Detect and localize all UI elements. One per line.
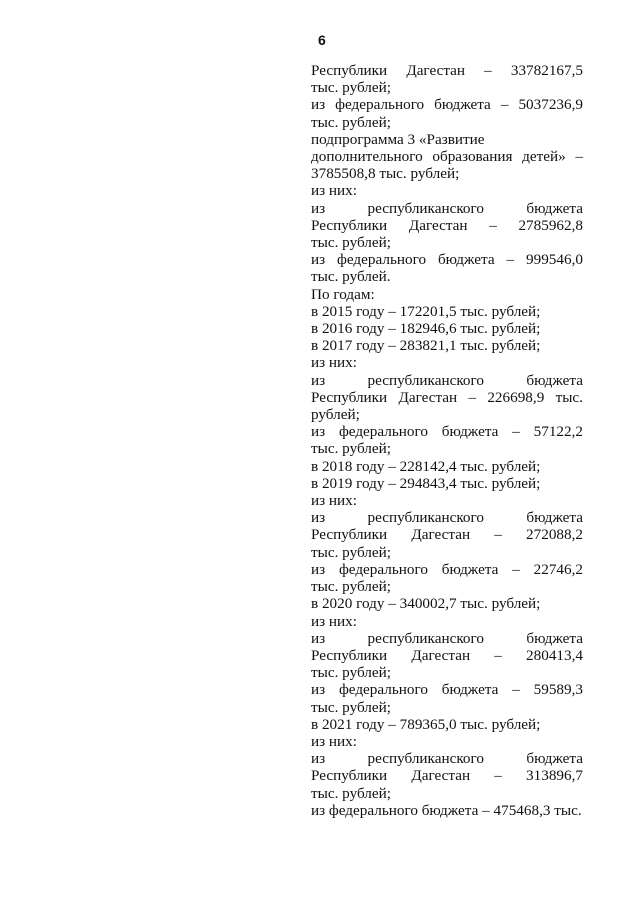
text-word: в 2017 году – 283821,1 тыс. рублей; bbox=[311, 337, 541, 355]
text-word: Республики bbox=[311, 767, 388, 785]
text-word: Дагестан bbox=[411, 526, 471, 544]
text-word: бюджета bbox=[441, 560, 499, 578]
text-line bbox=[311, 630, 583, 647]
text-line bbox=[311, 647, 583, 664]
text-word: тыс. рублей; bbox=[311, 784, 391, 802]
text-line bbox=[311, 492, 583, 509]
text-word: федерального bbox=[338, 560, 428, 578]
text-line bbox=[311, 733, 583, 750]
text-word: бюджета bbox=[441, 681, 499, 699]
document-text-column bbox=[311, 62, 583, 819]
text-word: из bbox=[311, 509, 326, 527]
text-word: – bbox=[506, 251, 515, 269]
text-word: 226698,9 bbox=[487, 388, 545, 406]
text-word: 33782167,5 bbox=[510, 62, 583, 79]
text-line bbox=[311, 372, 583, 389]
text-line bbox=[311, 423, 583, 440]
text-word: из bbox=[311, 251, 326, 269]
text-word: из bbox=[311, 681, 326, 699]
text-word: в 2016 году – 182946,6 тыс. рублей; bbox=[311, 320, 541, 338]
text-line bbox=[311, 750, 583, 767]
text-word: – bbox=[512, 681, 520, 699]
text-word: бюджета bbox=[526, 199, 583, 217]
text-line bbox=[311, 578, 583, 595]
text-line bbox=[311, 509, 583, 526]
text-line bbox=[311, 96, 583, 113]
text-word: бюджета bbox=[526, 629, 583, 647]
text-line bbox=[311, 286, 583, 303]
text-word: Дагестан bbox=[411, 646, 471, 664]
text-word: из bbox=[311, 423, 326, 441]
text-word: 5037236,9 bbox=[518, 96, 583, 114]
text-word: 2785962,8 bbox=[518, 216, 583, 234]
text-word: бюджета bbox=[441, 423, 499, 441]
text-word: федерального bbox=[335, 96, 425, 114]
text-word: По годам: bbox=[311, 285, 375, 303]
text-word: федерального bbox=[338, 681, 428, 699]
text-line bbox=[311, 406, 583, 423]
text-word: – bbox=[468, 388, 477, 406]
text-word: республиканского bbox=[367, 629, 484, 647]
text-word: тыс. рублей; bbox=[311, 440, 391, 458]
text-line bbox=[311, 251, 583, 268]
text-line bbox=[311, 320, 583, 337]
text-line bbox=[311, 664, 583, 681]
text-line bbox=[311, 475, 583, 492]
text-line bbox=[311, 802, 583, 819]
text-word: Дагестан bbox=[411, 767, 471, 785]
text-line bbox=[311, 131, 583, 148]
text-word: 272088,2 bbox=[526, 526, 583, 544]
text-line bbox=[311, 458, 583, 475]
text-word: – bbox=[500, 96, 509, 114]
text-line bbox=[311, 440, 583, 457]
text-word: Дагестан bbox=[408, 216, 468, 234]
text-word: – bbox=[494, 646, 502, 664]
text-word: в 2018 году – 228142,4 тыс. рублей; bbox=[311, 457, 541, 475]
text-line bbox=[311, 561, 583, 578]
text-word: образования bbox=[432, 148, 513, 166]
text-line bbox=[311, 182, 583, 199]
text-line bbox=[311, 716, 583, 733]
text-word: 313896,7 bbox=[526, 767, 583, 785]
text-line bbox=[311, 595, 583, 612]
text-word: детей» bbox=[522, 148, 566, 166]
text-word: из них: bbox=[311, 732, 357, 750]
page-number: 6 bbox=[318, 32, 326, 48]
text-word: республиканского bbox=[367, 750, 484, 768]
text-word: федерального bbox=[337, 251, 427, 269]
text-word: – bbox=[494, 767, 502, 785]
text-word: в 2019 году – 294843,4 тыс. рублей; bbox=[311, 474, 541, 492]
text-line bbox=[311, 114, 583, 131]
text-line bbox=[311, 337, 583, 354]
text-line bbox=[311, 200, 583, 217]
text-word: бюджета bbox=[437, 251, 495, 269]
text-word: республиканского bbox=[367, 509, 484, 527]
text-line bbox=[311, 148, 583, 165]
text-word: тыс. bbox=[555, 388, 583, 406]
text-word: из них: bbox=[311, 354, 357, 372]
text-line bbox=[311, 234, 583, 251]
text-line bbox=[311, 62, 583, 79]
text-word: – bbox=[494, 526, 502, 544]
text-word: бюджета bbox=[526, 509, 583, 527]
text-word: из bbox=[311, 629, 326, 647]
text-word: республиканского bbox=[367, 199, 484, 217]
text-line bbox=[311, 165, 583, 182]
text-word: Республики bbox=[311, 646, 388, 664]
text-line bbox=[311, 681, 583, 698]
text-line bbox=[311, 268, 583, 285]
text-word: Республики bbox=[311, 526, 388, 544]
text-line bbox=[311, 354, 583, 371]
text-line bbox=[311, 303, 583, 320]
text-word: тыс. рублей; bbox=[311, 578, 391, 596]
text-line bbox=[311, 699, 583, 716]
text-word: 59589,3 bbox=[533, 681, 583, 699]
text-word: 999546,0 bbox=[526, 251, 583, 269]
text-word: тыс. рублей; bbox=[311, 234, 391, 252]
text-word: – bbox=[489, 216, 497, 234]
text-word: дополнительного bbox=[311, 148, 423, 166]
text-word: бюджета bbox=[434, 96, 491, 114]
text-word: 57122,2 bbox=[533, 423, 583, 441]
text-line bbox=[311, 217, 583, 234]
text-word: из них: bbox=[311, 182, 357, 200]
text-line bbox=[311, 79, 583, 96]
text-word: тыс. рублей; bbox=[311, 664, 391, 682]
text-word: подпрограмма 3 «Развитие bbox=[311, 130, 485, 148]
text-line bbox=[311, 767, 583, 784]
text-word: в 2020 году – 340002,7 тыс. рублей; bbox=[311, 595, 541, 613]
text-word: тыс. рублей; bbox=[311, 698, 391, 716]
text-word: бюджета bbox=[526, 371, 583, 389]
text-word: 22746,2 bbox=[533, 560, 583, 578]
text-word: – bbox=[512, 560, 520, 578]
text-word: Республики bbox=[311, 388, 388, 406]
text-word: бюджета bbox=[526, 750, 583, 768]
text-word: тыс. рублей; bbox=[311, 543, 391, 561]
text-word: из bbox=[311, 96, 326, 114]
text-word: тыс. рублей; bbox=[311, 79, 391, 97]
text-word: из них: bbox=[311, 492, 357, 510]
text-line bbox=[311, 785, 583, 802]
text-word: Дагестан bbox=[406, 62, 466, 79]
text-word: из bbox=[311, 560, 326, 578]
text-line bbox=[311, 613, 583, 630]
text-line bbox=[311, 389, 583, 406]
text-word: республиканского bbox=[367, 371, 484, 389]
text-word: Дагестан bbox=[398, 388, 458, 406]
text-word: 280413,4 bbox=[526, 646, 583, 664]
text-word: из bbox=[311, 750, 326, 768]
text-word: федерального bbox=[338, 423, 428, 441]
text-word: – bbox=[512, 423, 520, 441]
text-word: тыс. рублей; bbox=[311, 113, 391, 131]
text-word: из bbox=[311, 199, 326, 217]
text-word: – bbox=[575, 148, 583, 166]
text-line bbox=[311, 544, 583, 561]
text-word: – bbox=[484, 62, 492, 79]
text-line bbox=[311, 526, 583, 543]
text-word: тыс. рублей. bbox=[311, 268, 391, 286]
text-word: из федерального бюджета – 475468,3 тыс. bbox=[311, 801, 582, 819]
text-word: 3785508,8 тыс. рублей; bbox=[311, 165, 460, 183]
text-word: Республики bbox=[311, 216, 388, 234]
text-word: из них: bbox=[311, 612, 357, 630]
text-word: рублей; bbox=[311, 406, 360, 424]
text-word: в 2021 году – 789365,0 тыс. рублей; bbox=[311, 715, 541, 733]
text-word: Республики bbox=[311, 62, 388, 79]
text-word: в 2015 году – 172201,5 тыс. рублей; bbox=[311, 302, 541, 320]
text-word: из bbox=[311, 371, 326, 389]
